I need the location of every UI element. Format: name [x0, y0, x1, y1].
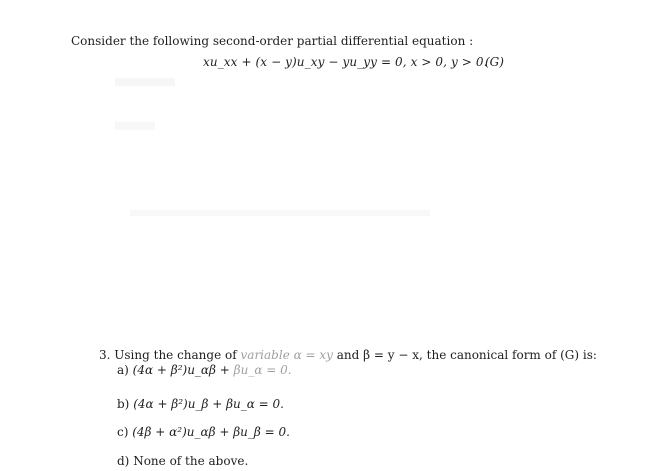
option-c [117, 425, 290, 439]
option-c-label: c) [117, 425, 129, 439]
question-text-faded: variable α = xy [240, 348, 333, 362]
option-c-text: (4β + α²)u_αβ + βu_β = 0. [132, 425, 290, 439]
question-number: 3. [99, 348, 111, 362]
question-text-suffix: and β = y − x, the canonical form of (G) is: [336, 348, 597, 362]
option-d [117, 454, 248, 468]
equation-tag: (G) [485, 55, 504, 69]
bleed-through-mark [115, 122, 155, 130]
pde-equation [203, 55, 488, 69]
option-a-text: (4α + β²)u_αβ + [132, 363, 230, 377]
option-b-text: (4α + β²)u_β + βu_α = 0. [133, 397, 284, 411]
option-d-text: None of the above. [133, 454, 249, 468]
bleed-through-mark [115, 78, 175, 86]
option-b [117, 397, 284, 411]
option-a-label: a) [117, 363, 129, 377]
option-a-text-faded: βu_α = 0. [233, 363, 292, 377]
bleed-through-mark [130, 210, 430, 216]
option-a [117, 363, 292, 377]
option-b-label: b) [117, 397, 130, 411]
question-text-prefix: Using the change of [114, 348, 237, 362]
intro-text: Consider the following second-order partial differential equation : [71, 34, 474, 48]
question-3 [99, 348, 597, 362]
pde-equation-text: xu_xx + (x − y)u_xy − yu_yy = 0, x > 0, y > 0. [203, 55, 488, 69]
option-d-label: d) [117, 454, 130, 468]
